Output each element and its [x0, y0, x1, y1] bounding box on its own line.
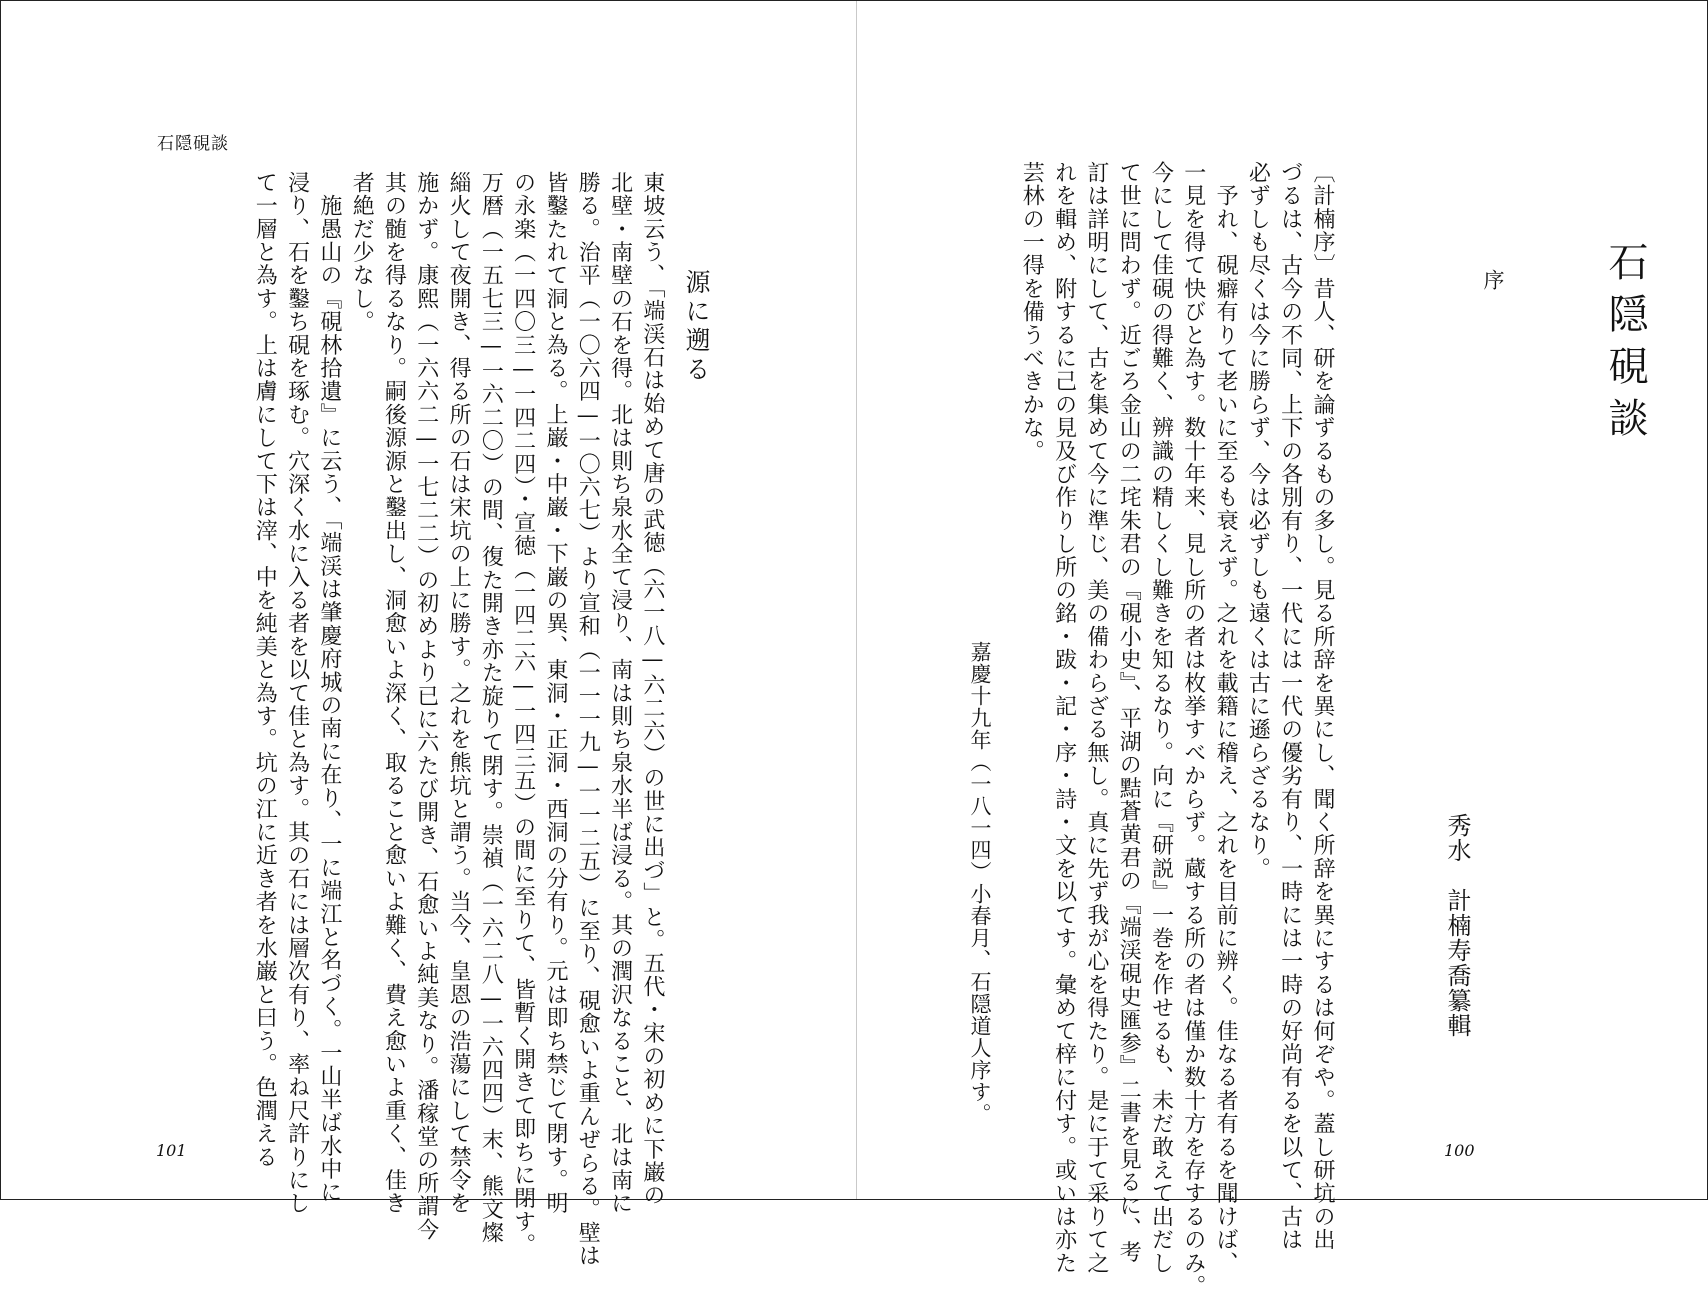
text-line: 一見を得て快びと為す。数十年来、見し所の者は枚挙すべからず。蔵する所の者は僅か数十方を存するのみ。: [1180, 161, 1206, 1298]
text-line: づるは、古今の不同、上下の各別有り、一代には一代の優劣有り、一時には一時の好尚有るを以て、古は: [1277, 161, 1303, 1252]
author-line: 秀水 計楠寿喬纂輯: [1443, 813, 1471, 1038]
left-page: [1, 1, 856, 1268]
text-line: て世に問わず。近ごろ金山の二垞朱君の『硯小史』、平湖の黠蒼黄君の『端渓硯史匯参』二書を見るに、考: [1116, 161, 1142, 1264]
text-line: 今にして佳硯の得難く、辨識の精しくし難きを知るなり。向に『研説』一巻を作せるも、未だ敢えて出だし: [1148, 161, 1174, 1275]
text-line: 必ずしも尽くは今に勝らず、今は必ずしも遠くは古に遜らざるなり。: [1245, 161, 1271, 881]
right-page: [857, 1, 1707, 1298]
text-line: 万暦（一五七三—一六二〇）の間、復た開き亦た旋りて閉す。崇禎（一六二八—一六四四）末、熊文燦: [478, 171, 504, 1245]
text-line: れを輯め、附するに己の見及び作りし所の銘・跋・記・序・詩・文を以てす。彙めて梓に付す。或いは亦た: [1051, 161, 1077, 1275]
section-heading: 源に遡る: [682, 269, 711, 385]
preface-signoff: 嘉慶十九年（一八一四）小春月、石隠道人序す。: [968, 641, 992, 1125]
text-line: て一層と為す。上は膚にして下は滓、中を純美と為す。坑の江に近き者を水巌と曰う。色潤える: [252, 171, 278, 1169]
book-title: 石隠硯談: [1602, 241, 1648, 449]
text-line: 者絶だ少なし。: [349, 171, 375, 334]
running-head: 石隠硯談: [157, 134, 229, 154]
left-body-text: [248, 171, 668, 1268]
text-line: 〔計楠序〕昔人、研を論ずるもの多し。見る所辞を異にし、聞く所辞を異にするは何ぞや。蓋し研坑の出: [1309, 161, 1335, 1252]
text-line: 浸り、石を鑿ち硯を琢む。穴深く水に入る者を以て佳と為す。其の石には層次有り、率ね尺許りにし: [284, 171, 310, 1216]
text-line: 施愚山の『硯林拾遺』に云う、「端渓は肇慶府城の南に在り、一に端江と名づく。一山半ば水中に: [316, 171, 342, 1204]
text-line: 緇火して夜開き、得る所の石は宋坑の上に勝す。之れを熊坑と謂う。当今、皇恩の浩蕩にして禁令を: [446, 171, 472, 1215]
text-line: 予れ、硯癖有りて老いに至るも衰えず。之れを載籍に稽え、之れを目前に辨く。佳なる者有るを聞けば、: [1213, 161, 1239, 1275]
preface-heading: 序: [1481, 269, 1505, 290]
text-line: 其の髄を得るなり。嗣後源源と鑿出し、洞愈いよ深く、取ること愈いよ難く、費え愈いよ重く、佳き: [381, 171, 407, 1215]
right-body-text: [1015, 161, 1338, 1298]
page-number-right: 100: [1444, 1141, 1475, 1160]
page-number-left: 101: [156, 1141, 187, 1160]
text-line: 皆鑿たれて洞と為る。上巌・中巌・下巌の異、東洞・正洞・西洞の分有り。元は即ち禁じて閉す。明: [542, 171, 568, 1215]
text-line: 北壁・南壁の石を得。北は則ち泉水全て浸り、南は則ち泉水半ば浸る。其の潤沢なること、北は南に: [607, 171, 633, 1216]
text-line: の永楽（一四〇三—一四二四）・宣徳（一四二六—一四三五）の間に至りて、皆暫く開きて即ちに閉す。: [510, 171, 536, 1257]
text-line: 東坡云う、「端渓石は始めて唐の武徳（六一八—六二六）の世に出づ」と。五代・宋の初めに下巌の: [639, 171, 665, 1207]
text-line: 芸林の一得を備うべきかな。: [1019, 161, 1045, 463]
text-line: 訂は詳明にして、古を集めて今に準じ、美の備わらざる無し。真に先ず我が心を得たり。是に于て采りて之: [1083, 161, 1109, 1275]
text-line: 勝る。治平（一〇六四—一〇六七）より宣和（一一一九—一一二五）に至り、硯愈いよ重んぜらる。壁は: [575, 171, 601, 1268]
text-line: 施かず。康熙（一六六二—一七二二）の初めより已に六たび開き、石愈いよ純美なり。潘稼堂の所謂今: [413, 171, 439, 1242]
